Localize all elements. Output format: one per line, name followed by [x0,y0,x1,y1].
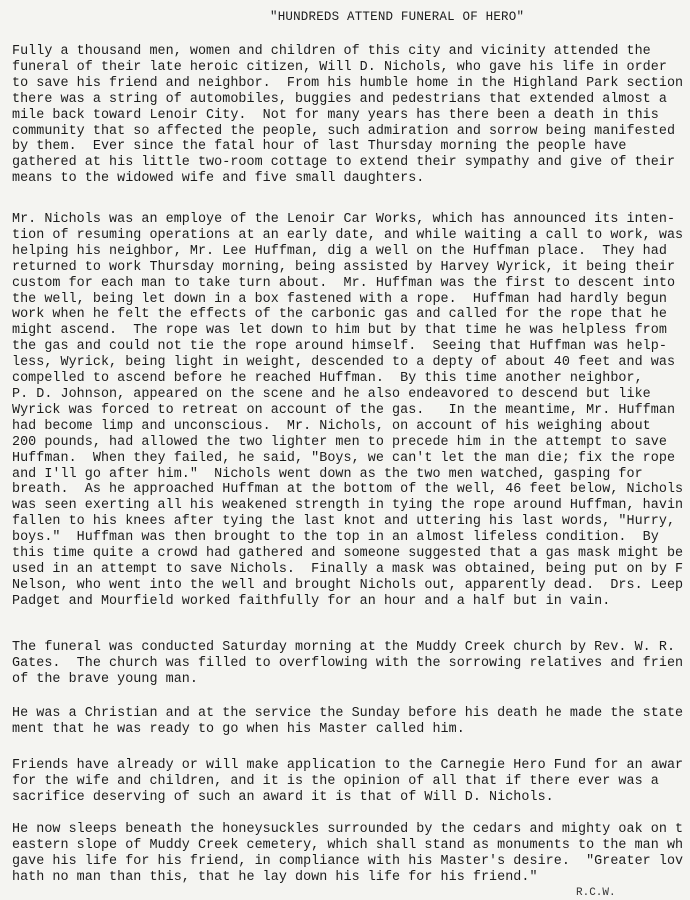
paragraph-funeral-service: The funeral was conducted Saturday morning at the Muddy Creek church by Rev. W. R. Gates. The church was filled to overflowing with the sorrowing relatives and frien of the brave young man. [12,640,684,687]
paragraph-burial: He now sleeps beneath the honeysuckles surrounded by the cedars and mighty oak on t eastern slope of Muddy Creek cemetery, which shall stand as monuments to the man wh gave his life for his friend, in compliance with his Master's desire. "Greater lov hath no man than this, that he lay down his life for his friend." [12,822,684,885]
document-title: "HUNDREDS ATTEND FUNERAL OF HERO" [270,10,525,24]
paragraph-rescue-account: Mr. Nichols was an employe of the Lenoir Car Works, which has announced its inten- tion of resuming operations at an early date, and while waiting a call to work, was helping his neighbor, Mr. Lee Huffman, dig a well on the Huffman place. They had returned to work Thursday morning, being assisted by Harvey Wyrick, it being their custom for each man to take turn about. Mr. Huffman was the first to descent into the well, being let down in a box fastened with a rope. Huffman had hardly begun work when he felt the effects of the carbonic gas and called for the rope that he might ascend. The rope was let down to him but by that time he was helpless from the gas and could not tie the rope around himself. Seeing that Huffman was help- less, Wyrick, being light in weight, descended to a depty of about 40 feet and was compelled to ascend before he reached Huffman. By this time another neighbor, P. D. Johnson, appeared on the scene and he also endeavored to descend but like Wyrick was forced to retreat on account of the gas. In the meantime, Mr. Huffman had become limp and unconscious. Mr. Nichols, on account of his weighing about 200 pounds, had allowed the two lighter men to precede him in the attempt to save Huffman. When they failed, he said, "Boys, we can't let the man die; fix the rope and I'll go after him." Nichols went down as the two men watched, gasping for breath. As he approached Huffman at the bottom of the well, 46 feet below, Nichols was seen exerting all his weakened strength in tying the rope around Huffman, havin fallen to his knees after tying the last knot and uttering his last words, "Hurry, boys." Huffman was then brought to the top in an almost lifeless condition. By this time quite a crowd had gathered and someone suggested that a gas mask might be used in an attempt to save Nichols. Finally a mask was obtained, being put on by F Nelson, who went into the well and brought Nichols out, apparently dead. Drs. Leep Padget and Mourfield worked faithfully for an hour and a half but in vain. [12,212,684,609]
paragraph-christian-statement: He was a Christian and at the service the Sunday before his death he made the state ment that he was ready to go when his Master called him. [12,706,684,737]
signature-initials: R.C.W. [576,887,616,899]
paragraph-carnegie-hero-fund: Friends have already or will make application to the Carnegie Hero Fund for an awar for the wife and children, and it is the opinion of all that if there ever was a sacrifice deserving of such an award it is that of Will D. Nichols. [12,758,684,805]
paragraph-funeral-attendance: Fully a thousand men, women and children of this city and vicinity attended the funeral of their late heroic citizen, Will D. Nichols, who gave his life in order to save his friend and neighbor. From his humble home in the Highland Park section there was a string of automobiles, buggies and pedestrians that extended almost a mile back toward Lenoir City. Not for many years has there been a death in this community that so affected the people, such admiration and sorrow being manifested by them. Ever since the fatal hour of last Thursday morning the people have gathered at his little two-room cottage to extend their sympathy and give of their means to the widowed wife and five small daughters. [12,44,684,187]
